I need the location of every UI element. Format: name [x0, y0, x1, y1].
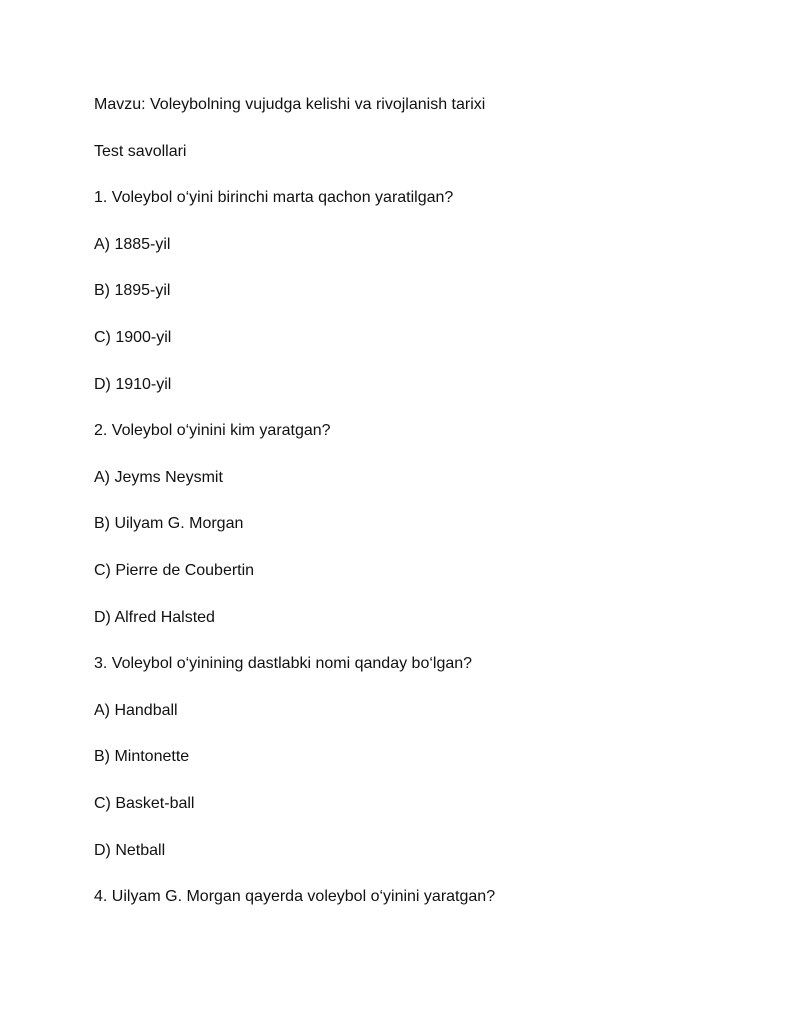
question-2-option-d: D) Alfred Halsted — [94, 608, 215, 626]
question-3-option-b: B) Mintonette — [94, 748, 190, 766]
document-body — [94, 94, 734, 933]
question-2-option-a: A) Jeyms Neysmit — [94, 468, 223, 486]
document-subtitle: Test savollari — [94, 142, 187, 160]
question-1-option-b: B) 1895-yil — [94, 282, 171, 300]
question-3: 3. Voleybol o‘yinining dastlabki nomi qanday bo‘lgan? — [94, 655, 473, 673]
question-3-option-a: A) Handball — [94, 701, 178, 719]
question-1-option-c: C) 1900-yil — [94, 328, 172, 346]
question-1-option-d: D) 1910-yil — [94, 375, 172, 393]
question-1: 1. Voleybol o‘yini birinchi marta qachon yaratilgan? — [94, 189, 454, 207]
question-3-option-c: C) Basket-ball — [94, 794, 195, 812]
document-title: Mavzu: Voleybolning vujudga kelishi va rivojlanish tarixi — [94, 96, 486, 113]
question-3-option-d: D) Netball — [94, 841, 166, 859]
question-2: 2. Voleybol o‘yinini kim yaratgan? — [94, 422, 331, 440]
question-2-option-c: C) Pierre de Coubertin — [94, 561, 255, 579]
question-1-option-a: A) 1885-yil — [94, 235, 171, 253]
question-2-option-b: B) Uilyam G. Morgan — [94, 515, 244, 533]
question-4: 4. Uilyam G. Morgan qayerda voleybol o‘yinini yaratgan? — [94, 888, 496, 906]
